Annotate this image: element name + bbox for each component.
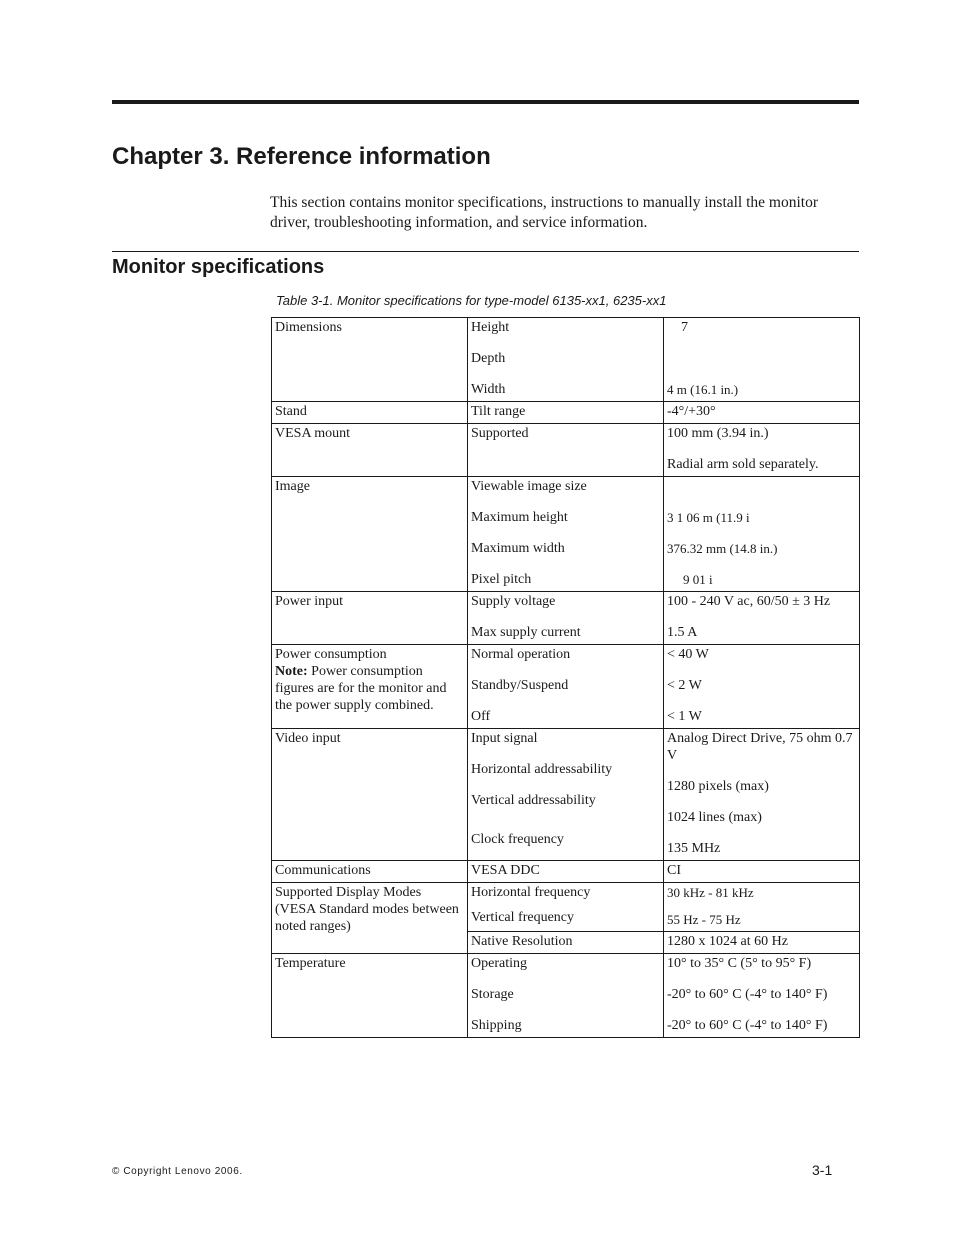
storage-value: -20° to 60° C (-4° to 140° F) <box>667 987 828 1002</box>
vesa-note-value: Radial arm sold separately. <box>667 457 819 472</box>
input-signal-value: Analog Direct Drive, 75 ohm 0.7 V <box>667 731 853 763</box>
clock-frequency-value: 135 MHz <box>667 841 721 856</box>
operating-label: Operating <box>471 956 527 971</box>
off-label: Off <box>471 709 491 724</box>
viewable-size-label: Viewable image size <box>471 479 587 494</box>
max-width-label: Maximum width <box>471 541 565 556</box>
normal-operation-value: < 40 W <box>667 647 709 662</box>
width-label: Width <box>471 382 506 397</box>
table-row <box>272 729 860 861</box>
table-row <box>272 318 860 402</box>
storage-label: Storage <box>471 987 514 1002</box>
off-value: < 1 W <box>667 709 702 724</box>
display-modes-label: Supported Display Modes (VESA Standard modes between noted ranges) <box>275 885 459 934</box>
footer-copyright: © Copyright Lenovo 2006. <box>112 1166 243 1177</box>
depth-label: Depth <box>471 351 506 366</box>
operating-value: 10° to 35° C (5° to 95° F) <box>667 956 812 971</box>
input-signal-label: Input signal <box>471 731 538 746</box>
tilt-range-label: Tilt range <box>471 404 526 419</box>
table-row <box>272 861 860 883</box>
native-resolution-value: 1280 x 1024 at 60 Hz <box>667 934 788 949</box>
power-input-label: Power input <box>275 594 344 609</box>
shipping-value: -20° to 60° C (-4° to 140° F) <box>667 1018 828 1033</box>
table-row <box>272 954 860 1038</box>
monitor-spec-table <box>271 317 860 1038</box>
chapter-title: Chapter 3. Reference information <box>112 143 491 170</box>
v-frequency-label: Vertical frequency <box>471 910 574 925</box>
vesa-ddc-label: VESA DDC <box>471 863 540 878</box>
table-row <box>272 883 860 932</box>
vesa-supported-label: Supported <box>471 426 529 441</box>
communications-label: Communications <box>275 863 371 878</box>
clock-frequency-label: Clock frequency <box>471 832 564 847</box>
vesa-ddc-value: CI <box>667 863 681 878</box>
h-frequency-value: 30 kHz - 81 kHz <box>667 885 754 900</box>
pixel-pitch-value: 9 01 i <box>683 572 713 587</box>
normal-operation-label: Normal operation <box>471 647 571 662</box>
max-current-value: 1.5 A <box>667 625 698 640</box>
width-value: 4 m (16.1 in.) <box>667 382 739 397</box>
row-label <box>272 318 468 402</box>
h-addressability-label: Horizontal addressability <box>471 762 613 777</box>
note-label: Note: <box>275 664 308 679</box>
table-row <box>272 592 860 645</box>
h-addressability-value: 1280 pixels (max) <box>667 779 769 794</box>
image-label: Image <box>275 479 310 494</box>
height-value: 7 <box>681 320 688 335</box>
supply-voltage-label: Supply voltage <box>471 594 556 609</box>
shipping-label: Shipping <box>471 1018 522 1033</box>
temperature-label: Temperature <box>275 956 346 971</box>
vesa-size-value: 100 mm (3.94 in.) <box>667 426 769 441</box>
power-consumption-label: Power consumption <box>275 647 387 662</box>
table-row <box>272 402 860 424</box>
pixel-pitch-label: Pixel pitch <box>471 572 532 587</box>
tilt-range-value: -4°/+30° <box>667 404 716 419</box>
h-frequency-label: Horizontal frequency <box>471 885 591 900</box>
standby-value: < 2 W <box>667 678 702 693</box>
max-width-value: 376.32 mm (14.8 in.) <box>667 541 778 556</box>
page-number: 3-1 <box>812 1162 833 1178</box>
row-items <box>468 318 664 402</box>
note-text: Power consumption figures are for the monitor and the power supply combined. <box>275 664 447 713</box>
max-height-label: Maximum height <box>471 510 568 525</box>
section-title: Monitor specifications <box>112 256 325 278</box>
v-frequency-value: 55 Hz - 75 Hz <box>667 912 741 927</box>
v-addressability-value: 1024 lines (max) <box>667 810 762 825</box>
height-label: Height <box>471 320 510 335</box>
max-current-label: Max supply current <box>471 625 581 640</box>
table-row <box>272 645 860 729</box>
dimensions-label: Dimensions <box>275 320 342 335</box>
native-resolution-label: Native Resolution <box>471 934 573 949</box>
vesa-mount-label: VESA mount <box>275 426 351 441</box>
chapter-intro: This section contains monitor specifications, instructions to manually install the monitor driver, troubleshooting information, and service information. <box>270 194 819 231</box>
chapter-top-rule <box>112 100 859 104</box>
max-height-value: 3 1 06 m (11.9 i <box>667 510 750 525</box>
row-values <box>664 318 860 402</box>
standby-label: Standby/Suspend <box>471 678 569 693</box>
power-consumption-note <box>275 663 463 714</box>
supply-voltage-value: 100 - 240 V ac, 60/50 ± 3 Hz <box>667 594 831 609</box>
stand-label: Stand <box>275 404 307 419</box>
table-row <box>272 477 860 592</box>
table-caption: Table 3-1. Monitor specifications for type-model 6135-xx1, 6235-xx1 <box>276 293 667 308</box>
section-rule <box>112 251 859 252</box>
v-addressability-label: Vertical addressability <box>471 793 596 808</box>
video-input-label: Video input <box>275 731 341 746</box>
table-row <box>272 424 860 477</box>
